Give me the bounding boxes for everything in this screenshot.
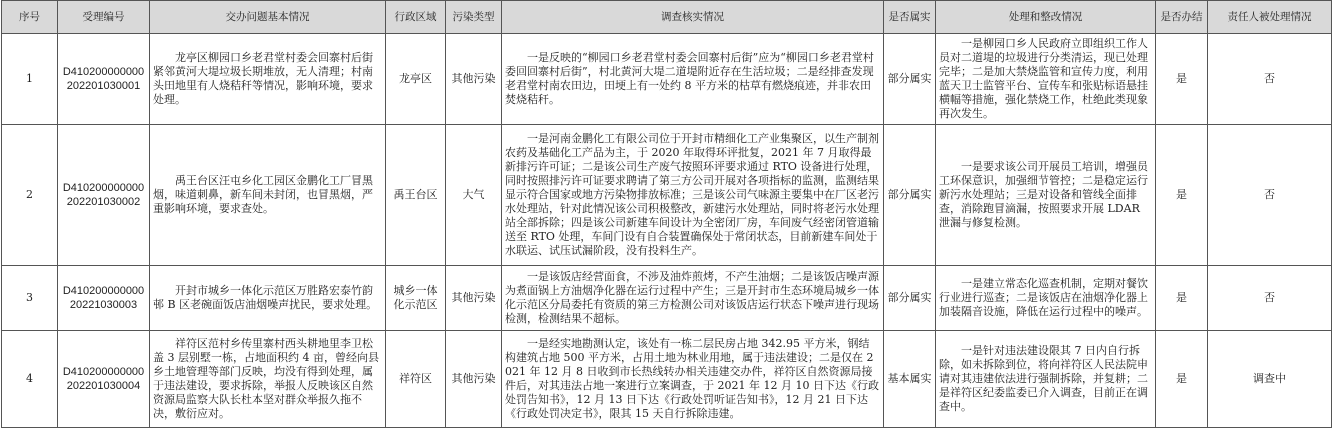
cell-code-part-b: 202201030001: [66, 80, 141, 92]
header-code: 受理编号: [58, 1, 150, 34]
cell-no: 1: [2, 34, 58, 125]
cell-no: 4: [2, 331, 58, 428]
cell-completed: 是: [1156, 125, 1208, 266]
header-problem: 交办问题基本情况: [150, 1, 386, 34]
cell-problem: 开封市城乡一体化示范区万胜路宏泰竹韵邨 B 区老碗面饭店油烟噪声扰民，要求处理。: [150, 266, 386, 331]
cell-no: 3: [2, 266, 58, 331]
cell-code: [58, 125, 150, 266]
cell-investigation: 一是经实地勘测认定，该处有一栋二层民房占地 342.95 平方米，钢结构建筑占地 500 平方米，占用土地为林业用地，属于违法建设；二是仅在 2021 年 12 月 8 日收到市长热线转办相关违建交办件，祥符区自然资源局接件后，对其违法占地一案进行立案调查，于 2021 年 12 月 10 日下达《行政处罚告知书》，12 月 13 日下达《行政处罚听证告知书》，12 月 21 日下达《行政处罚决定书》，限其 15 天自行拆除违建。: [502, 331, 884, 428]
cell-rectification: 一是要求该公司开展员工培训，增强员工环保意识，加强细节管控；二是稳定运行新污水处理站；三是对设备和管线全面排查，消除跑冒滴漏，按照要求开展 LDAR 泄漏与修复检测。: [936, 125, 1156, 266]
cell-code-part-b: 202201030002: [66, 196, 141, 208]
cell-completed: 是: [1156, 266, 1208, 331]
header-pollution: 污染类型: [446, 1, 502, 34]
header-accountability: 责任人被处理情况: [1208, 1, 1332, 34]
cell-accountability: 否: [1208, 34, 1332, 125]
cell-verified: 部分属实: [884, 125, 936, 266]
case-table: [1, 0, 1332, 428]
cell-district: 龙亭区: [386, 34, 446, 125]
cell-district: 祥符区: [386, 331, 446, 428]
header-completed: 是否办结: [1156, 1, 1208, 34]
table-row: [2, 266, 1332, 331]
header-no: 序号: [2, 1, 58, 34]
cell-district: 城乡一体化示范区: [386, 266, 446, 331]
cell-pollution: 其他污染: [446, 331, 502, 428]
cell-code: [58, 34, 150, 125]
cell-accountability: 调查中: [1208, 331, 1332, 428]
cell-investigation: 一是河南金鹏化工有限公司位于开封市精细化工产业集聚区，以生产制剂农药及基础化工产品为主，于 2020 年取得环评批复，2021 年 7 月取得最新排污许可证；二是该公司生产废气按照环评要求通过 RTO 设备进行处理，同时按照排污许可证要求聘请了第三方公司开展对各项指标的监测，监测结果显示符合国家或地方污染物排放标准；三是该公司气味源主要集中在厂区老污水处理站，针对此情况该公司积极整改，新建污水处理站，同时将老污水处理站全部拆除；四是该公司新建车间设计为全密闭厂房，车间废气经密闭管道输送至 RTO 处理，车间门设有自合装置确保处于常闭状态，目前新建车间处于水联运、试压试漏阶段，没有投料生产。: [502, 125, 884, 266]
cell-code-part-a: D410200000000: [62, 285, 145, 297]
cell-pollution: 其他污染: [446, 34, 502, 125]
cell-code-part-a: D410200000000: [62, 182, 145, 194]
header-investigation: 调查核实情况: [502, 1, 884, 34]
cell-investigation: 一是该饭店经营面食，不涉及油炸煎烤，不产生油烟；二是该饭店噪声源为煮面锅上方油烟净化器在运行过程中产生；三是开封市生态环境局城乡一体化示范区分局委托有资质的第三方检测公司对该饭店运行状态下噪声进行现场检测，检测结果不超标。: [502, 266, 884, 331]
cell-district: 禹王台区: [386, 125, 446, 266]
cell-code: [58, 331, 150, 428]
cell-rectification: 一是针对违法建设限其 7 日内自行拆除，如未拆除到位，将向祥符区人民法院申请对其违建依法进行强制拆除，并复耕；二是祥符区纪委监委已介入调查，目前正在调查中。: [936, 331, 1156, 428]
cell-problem: 龙亭区柳园口乡老君堂村委会回寨村后街紧邻黄河大堤垃圾长期堆放，无人清理；村南头田地里有人烧秸秆等情况，影响环境，要求处理。: [150, 34, 386, 125]
cell-verified: 基本属实: [884, 331, 936, 428]
cell-code-part-a: D410200000000: [62, 366, 145, 378]
header-verified: 是否属实: [884, 1, 936, 34]
cell-completed: 是: [1156, 34, 1208, 125]
cell-completed: 是: [1156, 331, 1208, 428]
header-row: [2, 1, 1332, 34]
table-row: [2, 34, 1332, 125]
cell-verified: 部分属实: [884, 266, 936, 331]
cell-problem: 祥符区范村乡传里寨村西头耕地里李卫松盖 3 层别墅一栋，占地面积约 4 亩，曾经向县乡土地管理等部门反映，均没有得到处理，属于违法建设，要求拆除，举报人反映该区自然资源局监察大队长杜本坚对群众举报久拖不决，敷衍应对。: [150, 331, 386, 428]
cell-code-part-b: 202201030004: [66, 380, 141, 392]
header-rectification: 处理和整改情况: [936, 1, 1156, 34]
cell-code: [58, 266, 150, 331]
cell-pollution: 大气: [446, 125, 502, 266]
cell-rectification: 一是建立常态化巡查机制，定期对餐饮行业进行巡查；二是该饭店在油烟净化器上加装隔音设施，降低在运行过程中的噪声。: [936, 266, 1156, 331]
cell-accountability: 否: [1208, 125, 1332, 266]
cell-verified: 部分属实: [884, 34, 936, 125]
cell-pollution: 其他污染: [446, 266, 502, 331]
header-district: 行政区域: [386, 1, 446, 34]
cell-investigation: 一是反映的“柳园口乡老君堂村委会回寨村后街”应为“柳园口乡老君堂村委回回寨村后街”，村北黄河大堤二道堤附近存在生活垃圾；二是经排查发现老君堂村南农田边，田埂上有一处约 8 平方米的枯草有燃烧痕迹，并非农田焚烧秸秆。: [502, 34, 884, 125]
table-row: [2, 125, 1332, 266]
cell-code-part-b: 20221030003: [69, 299, 138, 311]
cell-rectification: 一是柳园口乡人民政府立即组织工作人员对二道堤的垃圾进行分类清运，现已处理完毕；二是加大禁烧监管和宣传力度，利用蓝天卫士监管平台、宣传车和张贴标语悬挂横幅等措施，强化禁烧工作，杜绝此类现象再次发生。: [936, 34, 1156, 125]
cell-problem: 禹王台区汪屯乡化工园区金鹏化工厂冒黑烟，味道刺鼻，新车间未封闭，也冒黑烟，严重影响环境，要求查处。: [150, 125, 386, 266]
cell-code-part-a: D410200000000: [62, 66, 145, 78]
cell-accountability: 否: [1208, 266, 1332, 331]
cell-no: 2: [2, 125, 58, 266]
table-row: [2, 331, 1332, 428]
